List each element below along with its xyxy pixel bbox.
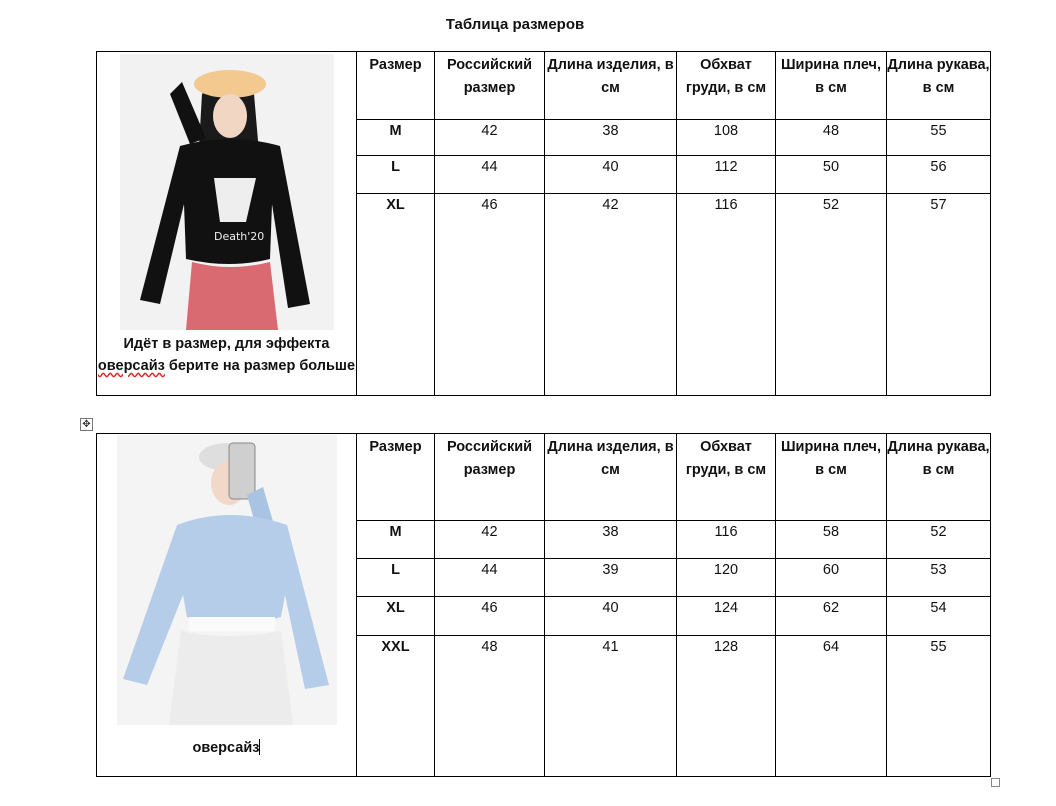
chest-cell: 128 <box>713 639 739 655</box>
sleeve-cell: 55 <box>930 639 947 655</box>
ru-cell: 46 <box>481 197 498 213</box>
size-cell: XL <box>386 600 405 616</box>
chest-cell: 116 <box>714 524 738 540</box>
header-length: Длина изделия, в см <box>545 52 677 120</box>
header-sleeve: Длина рукава, в см <box>887 434 991 521</box>
caption-1-line1: Идёт в размер, для эффекта <box>123 336 330 352</box>
length-cell: 41 <box>602 639 619 655</box>
table-resize-handle[interactable] <box>991 778 1000 787</box>
header-ru-size: Российский размер <box>435 434 545 521</box>
size-cell: M <box>389 123 402 139</box>
text-cursor <box>259 739 260 755</box>
size-cell: L <box>391 562 400 578</box>
size-cell: XXL <box>381 639 410 655</box>
table-move-handle-icon[interactable]: ✥ <box>80 418 93 431</box>
chest-cell: 112 <box>714 159 738 175</box>
header-sleeve: Длина рукава, в см <box>887 52 991 120</box>
sleeve-cell: 53 <box>930 562 947 578</box>
photo-cell-1 <box>97 52 357 396</box>
page-title: Таблица размеров <box>445 16 585 33</box>
header-chest: Обхват груди, в см <box>677 52 776 120</box>
header-shoulders: Ширина плеч, в см <box>776 52 887 120</box>
size-table-2 <box>96 433 991 777</box>
length-cell: 38 <box>602 524 619 540</box>
size-cell: L <box>391 159 400 175</box>
sleeve-cell: 54 <box>930 600 947 616</box>
size-cell: M <box>389 524 402 540</box>
sleeve-cell: 57 <box>930 197 947 213</box>
model-photo-blue-sweatshirt <box>117 435 337 725</box>
photo-cell-2 <box>97 434 357 777</box>
size-cell: XL <box>386 197 405 213</box>
chest-cell: 116 <box>714 197 738 213</box>
ru-cell: 42 <box>481 524 498 540</box>
chest-cell: 124 <box>713 600 739 616</box>
header-ru-size: Российский размер <box>435 52 545 120</box>
header-length: Длина изделия, в см <box>545 434 677 521</box>
header-chest: Обхват груди, в см <box>677 434 776 521</box>
shoulders-cell: 50 <box>822 159 840 175</box>
header-size: Размер <box>357 434 435 521</box>
ru-cell: 44 <box>481 562 498 578</box>
length-cell: 39 <box>602 562 619 578</box>
ru-cell: 42 <box>481 123 498 139</box>
sleeve-cell: 56 <box>930 159 947 175</box>
caption-2-text: оверсайз <box>192 740 260 756</box>
header-shoulders: Ширина плеч, в см <box>776 434 887 521</box>
length-cell: 40 <box>602 600 619 616</box>
header-size: Размер <box>357 52 435 120</box>
ru-cell: 44 <box>481 159 498 175</box>
length-cell: 42 <box>602 197 619 213</box>
svg-text:Death'20: Death'20 <box>213 230 264 243</box>
ru-cell: 48 <box>481 639 498 655</box>
caption-2 <box>97 737 356 759</box>
shoulders-cell: 48 <box>822 123 840 139</box>
chest-cell: 120 <box>713 562 739 578</box>
length-cell: 40 <box>602 159 619 175</box>
shoulders-cell: 58 <box>822 524 840 540</box>
ru-cell: 46 <box>481 600 498 616</box>
size-table-1 <box>96 51 991 396</box>
sleeve-cell: 52 <box>930 524 947 540</box>
shoulders-cell: 64 <box>822 639 840 655</box>
sleeve-cell: 55 <box>930 123 947 139</box>
caption-1 <box>97 333 356 377</box>
caption-1-oversize-word: оверсайз <box>97 358 165 374</box>
caption-1-line2: берите на размер больше <box>164 358 356 374</box>
shoulders-cell: 52 <box>822 197 840 213</box>
length-cell: 38 <box>602 123 619 139</box>
shoulders-cell: 60 <box>822 562 840 578</box>
chest-cell: 108 <box>713 123 739 139</box>
model-photo-black-sweatshirt <box>120 54 334 330</box>
shoulders-cell: 62 <box>822 600 840 616</box>
